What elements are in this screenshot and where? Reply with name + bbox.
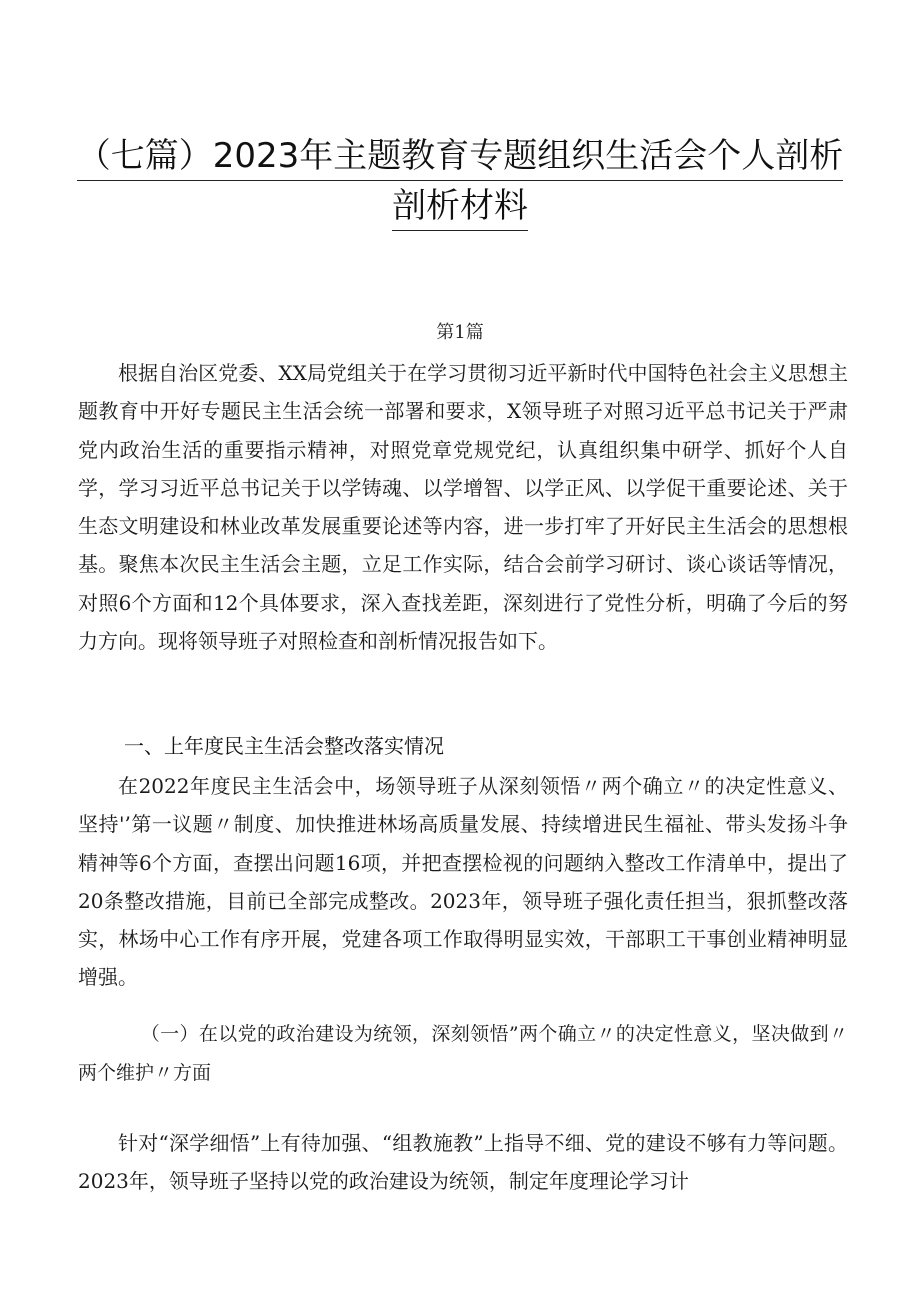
- body-paragraph-rectification: 在2022年度民主生活会中，场领导班子从深刻领悟〃两个确立〃的决定性意义、坚持'’第一议题〃制度、加快推进林场高质量发展、持续增进民生福祉、带头发扬斗争精神等6个方面，查摆出问题16项，并把查摆检视的问题纳入整改工作清单中，提出了20条整改措施，目前已全部完成整改。2023年，领导班子强化责任担当，狠抓整改落实，林场中心工作有序开展，党建各项工作取得明显实效，干部职工干事创业精神明显增强。: [78, 774, 848, 990]
- document-title: [40, 134, 880, 181]
- document-title-continued: [40, 184, 880, 231]
- section-label: 第1篇: [436, 322, 484, 343]
- body-paragraph-intro: 根据自治区党委、XX局党组关于在学习贯彻习近平新时代中国特色社会主义思想主题教育中开好专题民主生活会统一部署和要求，X领导班子对照习近平总书记关于严肃党内政治生活的重要指示精神，对照党章党规党纪，认真组织集中研学、抓好个人自学，学习习近平总书记关于以学铸魂、以学增智、以学正风、以学促干重要论述、关于生态文明建设和林业改革发展重要论述等内容，进一步打牢了开好民主生活会的思想根基。聚焦本次民主生活会主题，立足工作实际，结合会前学习研讨、谈心谈话等情况，对照6个方面和12个具体要求，深入查找差距，深刻进行了党性分析，明确了今后的努力方向。现将领导班子对照检查和剖析情况报告如下。: [78, 361, 848, 654]
- body-paragraph-political-building: 针对“深学细悟”上有待加强、“组教施教”上指导不细、党的建设不够有力等问题。2023年，领导班子坚持以党的政治建设为统领，制定年度理论学习计: [78, 1131, 848, 1194]
- section-heading: 一、上年度民主生活会整改落实情况: [124, 734, 444, 758]
- document-title-line1: （七篇）2023年主题教育专题组织生活会个人剖析: [77, 134, 844, 181]
- subsection-heading: （一）在以党的政治建设为统领，深刻领悟”两个确立〃的决定性意义，坚决做到〃两个维护〃方面: [78, 1023, 848, 1084]
- document-title-line2: 剖析材料: [392, 184, 528, 231]
